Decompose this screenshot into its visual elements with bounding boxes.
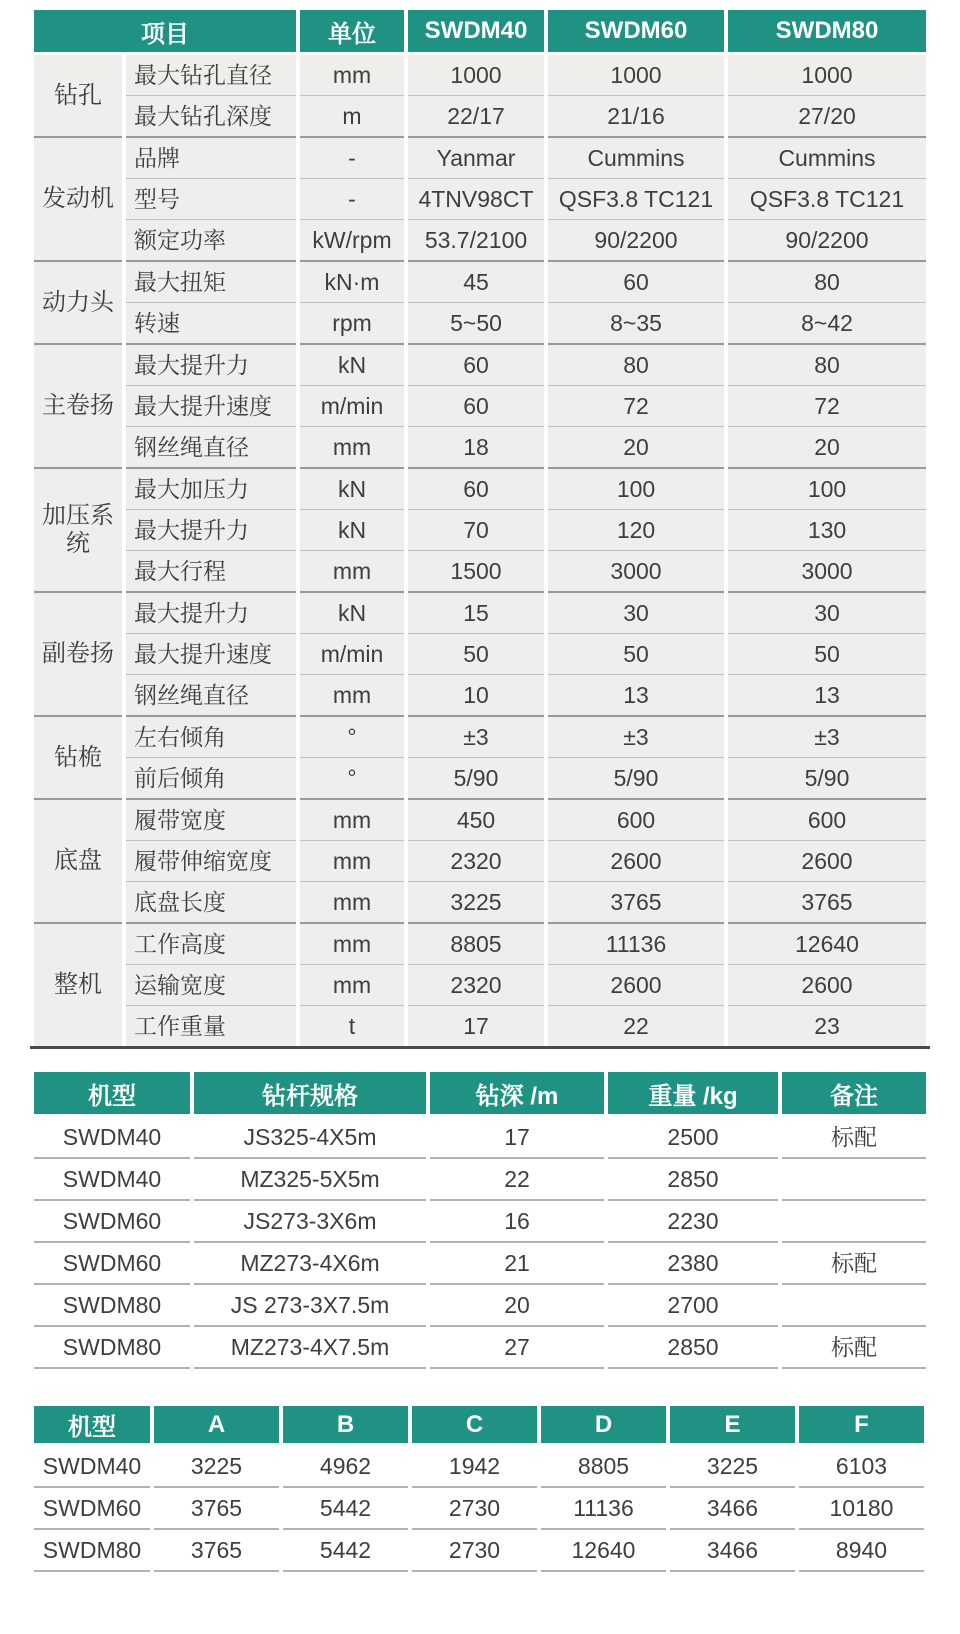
depth-cell: 20 [430, 1285, 604, 1327]
group-label: 发动机 [34, 138, 122, 262]
item-cell: 最大提升力 [126, 593, 296, 634]
value-cell: 45 [408, 262, 544, 303]
model-cell: SWDM80 [34, 1327, 190, 1369]
value-cell: 450 [408, 800, 544, 841]
model-cell: SWDM60 [34, 1488, 150, 1530]
depth-cell: 21 [430, 1243, 604, 1285]
main-spec-table [30, 10, 930, 1049]
group-label: 副卷扬 [34, 593, 122, 717]
header-row [34, 1072, 926, 1117]
value-cell: 3225 [408, 882, 544, 924]
value-cell: 3000 [728, 551, 926, 593]
value-cell: 12640 [728, 924, 926, 965]
col-header-dim-b: B [283, 1406, 408, 1446]
item-cell: 履带宽度 [126, 800, 296, 841]
item-cell: 工作高度 [126, 924, 296, 965]
spec-row [34, 717, 926, 758]
value-cell: 5/90 [548, 758, 724, 800]
col-header-weight: 重量 /kg [608, 1072, 778, 1117]
pipe-row [34, 1159, 926, 1201]
value-cell: 1000 [408, 55, 544, 96]
group-label: 钻桅 [34, 717, 122, 800]
value-cell: 8805 [408, 924, 544, 965]
value-cell: 130 [728, 510, 926, 551]
pipe-spec-cell: JS273-3X6m [194, 1201, 426, 1243]
remark-cell [782, 1159, 926, 1201]
unit-cell: kN [300, 469, 404, 510]
item-cell: 品牌 [126, 138, 296, 179]
value-cell: 13 [728, 675, 926, 717]
spec-row [34, 345, 926, 386]
item-cell: 最大钻孔深度 [126, 96, 296, 138]
value-cell: 30 [548, 593, 724, 634]
value-cell: 1000 [548, 55, 724, 96]
value-cell: 2320 [408, 965, 544, 1006]
col-header-depth: 钻深 /m [430, 1072, 604, 1117]
pipe-spec-cell: MZ325-5X5m [194, 1159, 426, 1201]
dim-a-cell: 3765 [154, 1488, 279, 1530]
pipe-spec-cell: MZ273-4X6m [194, 1243, 426, 1285]
dimensions-body [34, 1446, 924, 1572]
value-cell: ±3 [728, 717, 926, 758]
value-cell: Cummins [728, 138, 926, 179]
value-cell: 5/90 [728, 758, 926, 800]
unit-cell: mm [300, 675, 404, 717]
value-cell: QSF3.8 TC121 [548, 179, 724, 220]
dim-e-cell: 3466 [670, 1488, 795, 1530]
dim-c-cell: 2730 [412, 1488, 537, 1530]
weight-cell: 2850 [608, 1159, 778, 1201]
header-row [34, 10, 926, 55]
pipe-row [34, 1117, 926, 1159]
item-cell: 左右倾角 [126, 717, 296, 758]
value-cell: 15 [408, 593, 544, 634]
col-header-swdm80: SWDM80 [728, 10, 926, 55]
dims-row [34, 1530, 924, 1572]
dim-b-cell: 5442 [283, 1530, 408, 1572]
item-cell: 最大扭矩 [126, 262, 296, 303]
col-header-item: 项目 [34, 10, 296, 55]
weight-cell: 2380 [608, 1243, 778, 1285]
pipe-row [34, 1327, 926, 1369]
col-header-dim-d: D [541, 1406, 666, 1446]
value-cell: 70 [408, 510, 544, 551]
value-cell: Yanmar [408, 138, 544, 179]
col-header-dim-f: F [799, 1406, 924, 1446]
item-cell: 额定功率 [126, 220, 296, 262]
value-cell: 1000 [728, 55, 926, 96]
value-cell: 20 [728, 427, 926, 469]
value-cell: 2600 [728, 841, 926, 882]
value-cell: 53.7/2100 [408, 220, 544, 262]
unit-cell: kN·m [300, 262, 404, 303]
remark-cell: 标配 [782, 1327, 926, 1369]
spec-row [34, 262, 926, 303]
model-cell: SWDM40 [34, 1159, 190, 1201]
remark-cell: 标配 [782, 1243, 926, 1285]
value-cell: 2320 [408, 841, 544, 882]
unit-cell: mm [300, 841, 404, 882]
pipe-spec-cell: JS325-4X5m [194, 1117, 426, 1159]
value-cell: 8~42 [728, 303, 926, 345]
value-cell: 10 [408, 675, 544, 717]
group-label: 主卷扬 [34, 345, 122, 469]
value-cell: 50 [548, 634, 724, 675]
item-cell: 最大提升力 [126, 510, 296, 551]
value-cell: 5/90 [408, 758, 544, 800]
value-cell: 4TNV98CT [408, 179, 544, 220]
dim-d-cell: 12640 [541, 1530, 666, 1572]
unit-cell: mm [300, 965, 404, 1006]
pipe-spec-cell: JS 273-3X7.5m [194, 1285, 426, 1327]
main-spec-header [34, 10, 926, 55]
group-label: 底盘 [34, 800, 122, 924]
value-cell: 600 [548, 800, 724, 841]
col-header-dim-a: A [154, 1406, 279, 1446]
item-cell: 最大加压力 [126, 469, 296, 510]
model-cell: SWDM60 [34, 1201, 190, 1243]
value-cell: 80 [728, 345, 926, 386]
spec-row [34, 675, 926, 717]
unit-cell: rpm [300, 303, 404, 345]
dim-f-cell: 10180 [799, 1488, 924, 1530]
header-row [34, 1406, 924, 1446]
value-cell: 30 [728, 593, 926, 634]
unit-cell: - [300, 179, 404, 220]
item-cell: 最大提升速度 [126, 386, 296, 427]
value-cell: 90/2200 [548, 220, 724, 262]
unit-cell: mm [300, 551, 404, 593]
dims-row [34, 1446, 924, 1488]
pipe-row [34, 1243, 926, 1285]
depth-cell: 16 [430, 1201, 604, 1243]
col-header-model: 机型 [34, 1406, 150, 1446]
col-header-model: 机型 [34, 1072, 190, 1117]
unit-cell: kN [300, 593, 404, 634]
value-cell: 600 [728, 800, 926, 841]
item-cell: 钢丝绳直径 [126, 427, 296, 469]
value-cell: 80 [548, 345, 724, 386]
value-cell: 2600 [548, 965, 724, 1006]
dim-f-cell: 6103 [799, 1446, 924, 1488]
col-header-unit: 单位 [300, 10, 404, 55]
item-cell: 最大行程 [126, 551, 296, 593]
value-cell: ±3 [548, 717, 724, 758]
depth-cell: 27 [430, 1327, 604, 1369]
spec-row [34, 551, 926, 593]
item-cell: 钢丝绳直径 [126, 675, 296, 717]
value-cell: 72 [728, 386, 926, 427]
item-cell: 前后倾角 [126, 758, 296, 800]
value-cell: 5~50 [408, 303, 544, 345]
main-spec-body [34, 55, 926, 1046]
spec-row [34, 386, 926, 427]
value-cell: 20 [548, 427, 724, 469]
weight-cell: 2850 [608, 1327, 778, 1369]
spec-row [34, 965, 926, 1006]
spec-row [34, 510, 926, 551]
dim-a-cell: 3225 [154, 1446, 279, 1488]
spec-row [34, 634, 926, 675]
dim-c-cell: 2730 [412, 1530, 537, 1572]
unit-cell: kN [300, 345, 404, 386]
dim-a-cell: 3765 [154, 1530, 279, 1572]
value-cell: 18 [408, 427, 544, 469]
dim-b-cell: 4962 [283, 1446, 408, 1488]
model-cell: SWDM40 [34, 1117, 190, 1159]
unit-cell: kN [300, 510, 404, 551]
spec-row [34, 841, 926, 882]
item-cell: 转速 [126, 303, 296, 345]
value-cell: 3000 [548, 551, 724, 593]
drill-pipe-body [34, 1117, 926, 1369]
value-cell: 100 [728, 469, 926, 510]
value-cell: 80 [728, 262, 926, 303]
pipe-spec-cell: MZ273-4X7.5m [194, 1327, 426, 1369]
col-header-dim-c: C [412, 1406, 537, 1446]
weight-cell: 2700 [608, 1285, 778, 1327]
item-cell: 最大提升力 [126, 345, 296, 386]
dim-c-cell: 1942 [412, 1446, 537, 1488]
item-cell: 履带伸缩宽度 [126, 841, 296, 882]
value-cell: 21/16 [548, 96, 724, 138]
item-cell: 型号 [126, 179, 296, 220]
unit-cell: m [300, 96, 404, 138]
unit-cell: mm [300, 427, 404, 469]
value-cell: 100 [548, 469, 724, 510]
spec-row [34, 55, 926, 96]
group-label: 加压系统 [34, 469, 122, 593]
value-cell: 60 [408, 469, 544, 510]
item-cell: 最大钻孔直径 [126, 55, 296, 96]
unit-cell: mm [300, 882, 404, 924]
weight-cell: 2230 [608, 1201, 778, 1243]
col-header-swdm40: SWDM40 [408, 10, 544, 55]
group-label: 动力头 [34, 262, 122, 345]
value-cell: 3765 [548, 882, 724, 924]
value-cell: 50 [408, 634, 544, 675]
unit-cell: mm [300, 800, 404, 841]
value-cell: 60 [408, 386, 544, 427]
spec-row [34, 758, 926, 800]
group-label: 钻孔 [34, 55, 122, 138]
item-cell: 最大提升速度 [126, 634, 296, 675]
spec-row [34, 924, 926, 965]
unit-cell: t [300, 1006, 404, 1046]
unit-cell: - [300, 138, 404, 179]
unit-cell: ° [300, 758, 404, 800]
spec-row [34, 96, 926, 138]
spec-row [34, 138, 926, 179]
dim-b-cell: 5442 [283, 1488, 408, 1530]
remark-cell [782, 1201, 926, 1243]
dim-d-cell: 11136 [541, 1488, 666, 1530]
value-cell: 17 [408, 1006, 544, 1046]
spec-row [34, 179, 926, 220]
value-cell: 23 [728, 1006, 926, 1046]
item-cell: 底盘长度 [126, 882, 296, 924]
spec-row [34, 469, 926, 510]
value-cell: 60 [548, 262, 724, 303]
remark-cell [782, 1285, 926, 1327]
dim-d-cell: 8805 [541, 1446, 666, 1488]
value-cell: 120 [548, 510, 724, 551]
spec-row [34, 882, 926, 924]
dim-e-cell: 3466 [670, 1530, 795, 1572]
value-cell: 90/2200 [728, 220, 926, 262]
value-cell: 2600 [728, 965, 926, 1006]
value-cell: 3765 [728, 882, 926, 924]
group-label: 整机 [34, 924, 122, 1046]
value-cell: 13 [548, 675, 724, 717]
value-cell: 1500 [408, 551, 544, 593]
col-header-swdm60: SWDM60 [548, 10, 724, 55]
value-cell: 22/17 [408, 96, 544, 138]
unit-cell: mm [300, 55, 404, 96]
value-cell: 27/20 [728, 96, 926, 138]
spec-row [34, 800, 926, 841]
col-header-pipe-spec: 钻杆规格 [194, 1072, 426, 1117]
spec-row [34, 220, 926, 262]
unit-cell: m/min [300, 386, 404, 427]
spec-row [34, 303, 926, 345]
item-cell: 运输宽度 [126, 965, 296, 1006]
depth-cell: 22 [430, 1159, 604, 1201]
col-header-remark: 备注 [782, 1072, 926, 1117]
model-cell: SWDM40 [34, 1446, 150, 1488]
pipe-row [34, 1201, 926, 1243]
col-header-dim-e: E [670, 1406, 795, 1446]
pipe-row [34, 1285, 926, 1327]
model-cell: SWDM80 [34, 1530, 150, 1572]
spec-row [34, 1006, 926, 1046]
dimensions-table [30, 1406, 928, 1572]
depth-cell: 17 [430, 1117, 604, 1159]
dimensions-header [34, 1406, 924, 1446]
drill-pipe-header [34, 1072, 926, 1117]
weight-cell: 2500 [608, 1117, 778, 1159]
value-cell: 2600 [548, 841, 724, 882]
value-cell: 50 [728, 634, 926, 675]
item-cell: 工作重量 [126, 1006, 296, 1046]
unit-cell: m/min [300, 634, 404, 675]
value-cell: 8~35 [548, 303, 724, 345]
dim-f-cell: 8940 [799, 1530, 924, 1572]
value-cell: Cummins [548, 138, 724, 179]
dims-row [34, 1488, 924, 1530]
value-cell: QSF3.8 TC121 [728, 179, 926, 220]
value-cell: 22 [548, 1006, 724, 1046]
unit-cell: ° [300, 717, 404, 758]
value-cell: 72 [548, 386, 724, 427]
model-cell: SWDM80 [34, 1285, 190, 1327]
spec-row [34, 427, 926, 469]
unit-cell: kW/rpm [300, 220, 404, 262]
value-cell: 60 [408, 345, 544, 386]
unit-cell: mm [300, 924, 404, 965]
model-cell: SWDM60 [34, 1243, 190, 1285]
value-cell: 11136 [548, 924, 724, 965]
dim-e-cell: 3225 [670, 1446, 795, 1488]
spec-row [34, 593, 926, 634]
remark-cell: 标配 [782, 1117, 926, 1159]
drill-pipe-table [30, 1072, 930, 1369]
value-cell: ±3 [408, 717, 544, 758]
